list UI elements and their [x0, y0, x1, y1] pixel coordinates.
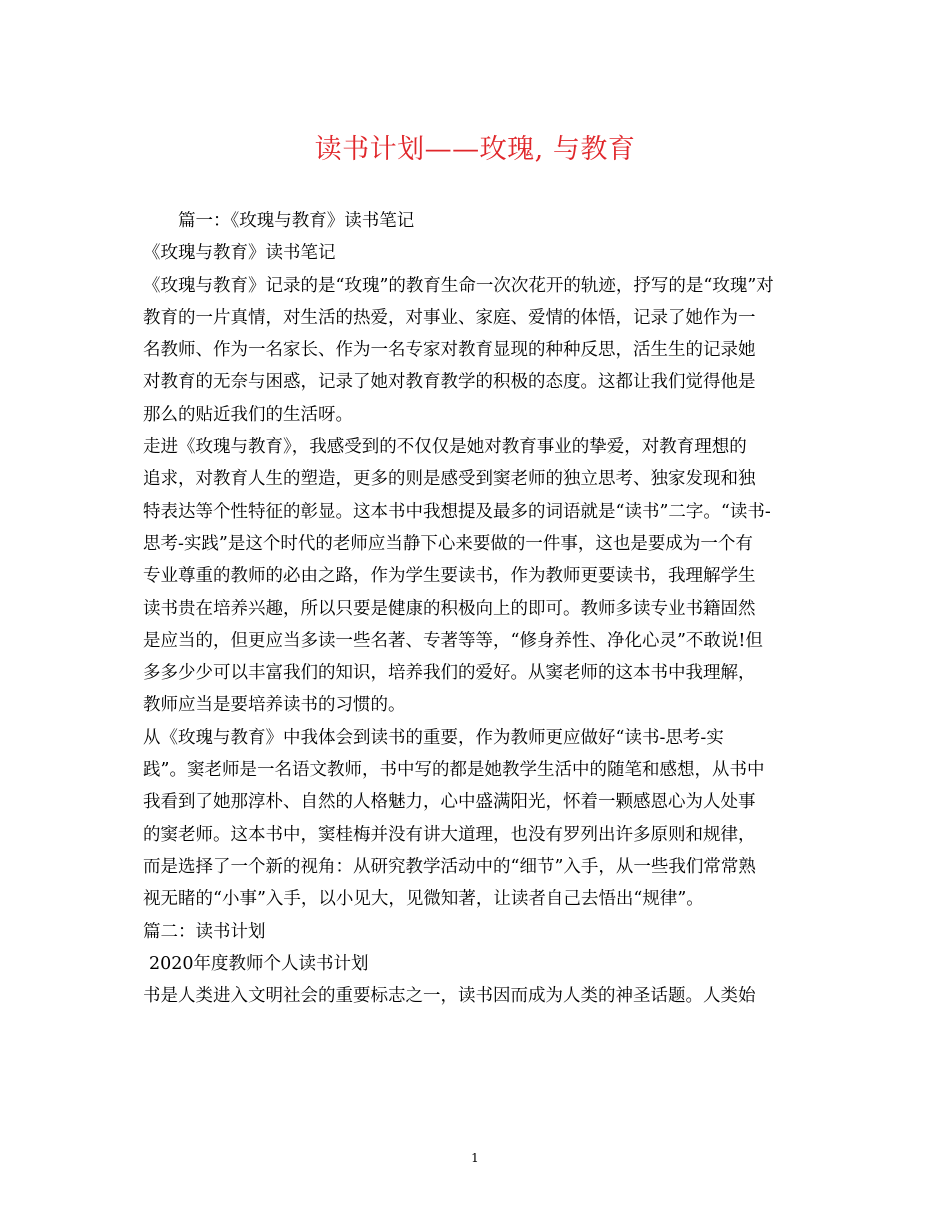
text-line: 是应当的，但更应当多读一些名著、专著等等，“修身养性、净化心灵”不敢说!但 — [143, 630, 763, 651]
text-line: 专业尊重的教师的必由之路，作为学生要读书，作为教师更要读书，我理解学生 — [143, 566, 756, 587]
text-line: 的窦老师。这本书中，窦桂梅并没有讲大道理，也没有罗列出许多原则和规律， — [143, 824, 756, 845]
text-line: 篇一：《玫瑰与教育》读书笔记 — [178, 211, 415, 231]
text-line: 特表达等个性特征的彰显。这本书中我想提及最多的词语就是“读书”二字。“读书- — [143, 501, 771, 522]
text-line: 对教育的无奈与困惑，记录了她对教育教学的积极的态度。这都让我们觉得他是 — [143, 372, 756, 393]
text-line: 我看到了她那淳朴、自然的人格魅力，心中盛满阳光，怀着一颗感恩心为人处事 — [143, 792, 756, 813]
text-line: 视无睹的“小事”入手，以小见大，见微知著，让读者自己去悟出“规律”。 — [143, 889, 704, 910]
text-line: 教师应当是要培养读书的习惯的。 — [143, 695, 406, 716]
document-title: 读书计划——玫瑰, 与教育 — [314, 134, 636, 165]
text-line: 而是选择了一个新的视角：从研究教学活动中的“细节”入手，从一些我们常常熟 — [143, 856, 756, 877]
page-number: 1 — [471, 1151, 479, 1165]
text-line: 那么的贴近我们的生活呀。 — [143, 404, 353, 425]
text-line: 《玫瑰与教育》记录的是“玫瑰”的教育生命一次次花开的轨迹，抒写的是“玫瑰”对 — [143, 275, 774, 296]
text-line: 篇二：读书计划 — [143, 921, 266, 942]
text-line: 教育的一片真情，对生活的热爱，对事业、家庭、爱情的体悟，记录了她作为一 — [143, 307, 756, 328]
text-line: 名教师、作为一名家长、作为一名专家对教育显现的种种反思，活生生的记录她 — [143, 340, 756, 361]
text-line: 书是人类进入文明社会的重要标志之一，读书因而成为人类的神圣话题。人类始 — [143, 986, 756, 1007]
text-line: 从《玫瑰与教育》中我体会到读书的重要，作为教师更应做好“读书-思考-实 — [143, 727, 724, 748]
text-line: 思考-实践”是这个时代的老师应当静下心来要做的一件事，这也是要成为一个有 — [143, 533, 753, 554]
text-line: 走进《玫瑰与教育》，我感受到的不仅仅是她对教育事业的挚爱，对教育理想的 — [143, 437, 747, 458]
text-line: 读书贵在培养兴趣，所以只要是健康的积极向上的即可。教师多读专业书籍固然 — [143, 598, 756, 619]
text-line: 2020年度教师个人读书计划 — [149, 953, 369, 974]
text-line: 践”。窦老师是一名语文教师，书中写的都是她教学生活中的随笔和感想，从书中 — [143, 760, 765, 781]
text-line: 多多少少可以丰富我们的知识，培养我们的爱好。从窦老师的这本书中我理解， — [143, 663, 756, 684]
text-line: 《玫瑰与教育》读书笔记 — [143, 243, 336, 264]
document-body — [143, 205, 823, 1012]
text-line: 追求，对教育人生的塑造，更多的则是感受到窦老师的独立思考、独家发现和独 — [143, 469, 756, 490]
